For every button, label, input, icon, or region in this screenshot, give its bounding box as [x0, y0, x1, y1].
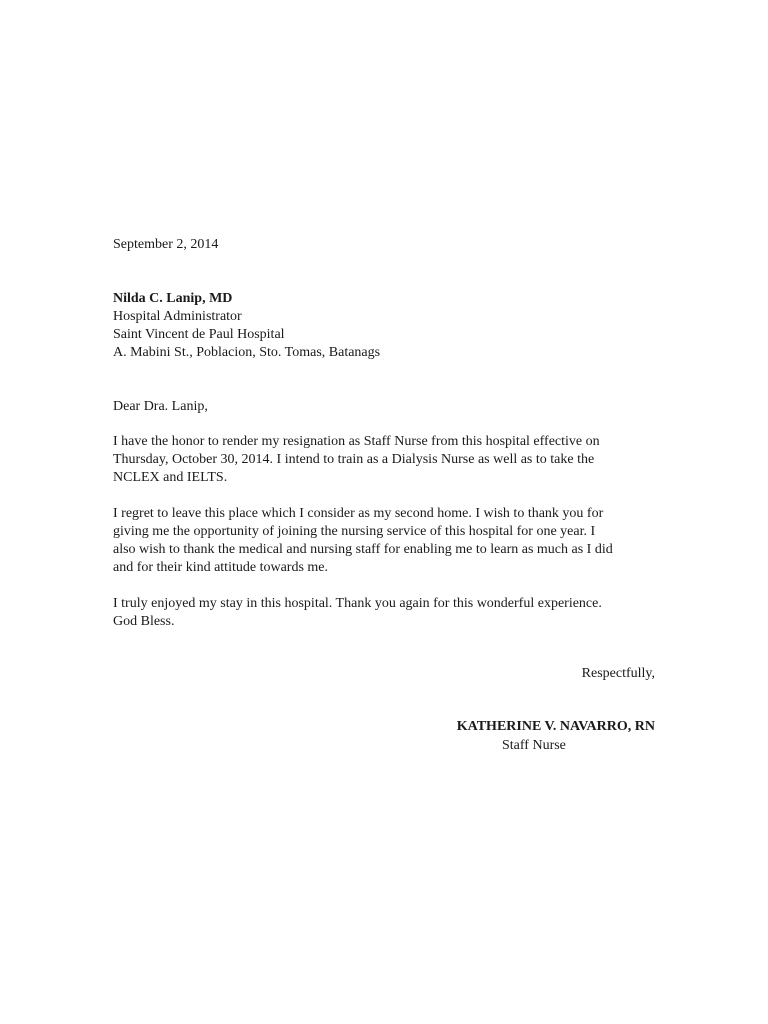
paragraph-line: Thursday, October 30, 2014. I intend to train as a Dialysis Nurse as well as to take the: [113, 452, 595, 467]
salutation-text: Dear Dra. Lanip,: [113, 399, 208, 414]
recipient-name: Nilda C. Lanip, MD: [113, 291, 233, 306]
paragraph-line: I regret to leave this place which I consider as my second home. I wish to thank you for: [113, 506, 604, 521]
paragraph-line: and for their kind attitude towards me.: [113, 560, 328, 575]
paragraph-line: I have the honor to render my resignation as Staff Nurse from this hospital effective on: [113, 434, 600, 449]
signature-name: KATHERINE V. NAVARRO, RN: [456, 719, 655, 734]
recipient-address: A. Mabini St., Poblacion, Sto. Tomas, Batanags: [113, 345, 381, 360]
letter-date: [113, 236, 658, 254]
paragraph-line: I truly enjoyed my stay in this hospital. Thank you again for this wonderful experience.: [113, 596, 602, 611]
salutation: [113, 398, 658, 416]
closing-phrase: Respectfully,: [581, 666, 655, 681]
body-paragraph-3: [113, 595, 658, 631]
date-text: September 2, 2014: [113, 237, 219, 252]
recipient-block: [113, 290, 658, 362]
body-paragraph-1: [113, 433, 658, 487]
body-paragraph-2: [113, 505, 658, 577]
signature-title: Staff Nurse: [502, 738, 566, 753]
paragraph-line: NCLEX and IELTS.: [113, 470, 228, 485]
recipient-title: Hospital Administrator: [113, 309, 242, 324]
recipient-organization: Saint Vincent de Paul Hospital: [113, 327, 285, 342]
paragraph-line: giving me the opportunity of joining the nursing service of this hospital for one year. I: [113, 524, 596, 539]
paragraph-line: also wish to thank the medical and nursing staff for enabling me to learn as much as I did: [113, 542, 613, 557]
paragraph-line: God Bless.: [113, 614, 175, 629]
